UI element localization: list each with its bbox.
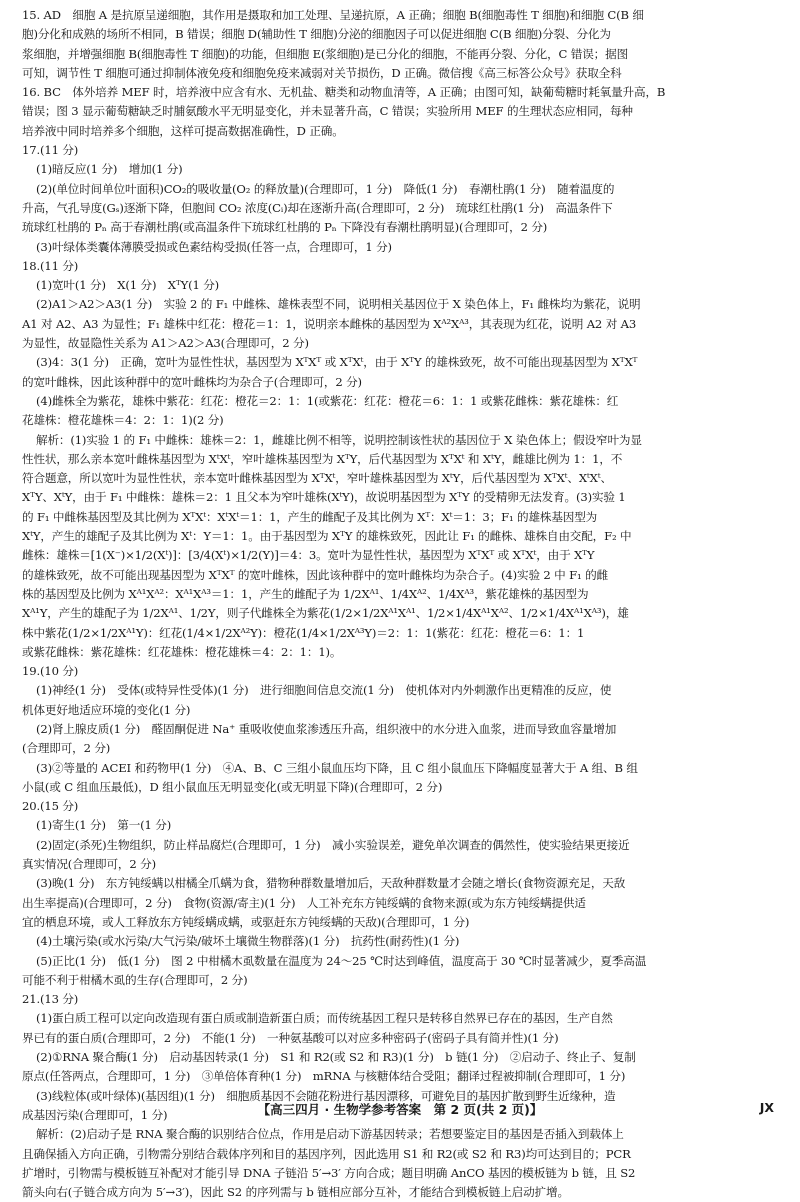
text-line-q18-5: (3)4：3(1 分) 正确，宽叶为显性性状，基因型为 XᵀXᵀ 或 XᵀXᵗ，由于 XᵀY 的雄株致死，故不可能出现基因型为 XᵀXᵀ	[36, 355, 638, 370]
text-line-q19-3: (2)肾上腺皮质(1 分) 醛固酮促进 Na⁺ 重吸收使血浆渗透压升高，组织液中的水分进入血浆，进而导致血容量增加	[36, 721, 617, 736]
text-line-q21-2: 界已有的蛋白质(合理即可，2 分) 不能(1 分) 一种氨基酸可以对应多种密码子(密码子具有简并性)(1 分)	[22, 1030, 559, 1045]
text-line-q19-0: 19.(10 分)	[22, 664, 79, 679]
text-line-q17-4: 琉球红杜鹃的 Pₙ 高于春潮杜鹃(或高温条件下琉球红杜鹃的 Pₙ 下降没有春潮杜鹃明显)(合理即可，2 分)	[22, 220, 548, 235]
text-line-q18-18: Xᴬ¹Y，产生的雄配子为 1/2Xᴬ¹、1/2Y，则子代雌株全为紫花(1/2×1/2Xᴬ¹Xᴬ¹、1/2×1/4Xᴬ¹Xᴬ²、1/2×1/4Xᴬ¹Xᴬ³)，雄	[22, 606, 629, 621]
text-line-q18-14: XᵗY，产生的雄配子及其比例为 Xᵗ：Y＝1：1。由于基因型为 XᵀY 的雄株致死，因此让 F₁ 的雌株、雄株自由交配，F₂ 中	[22, 529, 632, 544]
text-line-q19-1: (1)神经(1 分) 受体(或特异性受体)(1 分) 进行细胞间信息交流(1 分) 使机体对内外刺激作出更精准的反应，使	[36, 683, 612, 698]
text-line-q18-4: 为显性，故显隐性关系为 A1＞A2＞A3(合理即可，2 分)	[22, 336, 309, 351]
text-line-q18-12: XᵀY、XᵗY，由于 F₁ 中雌株：雄株＝2：1 且父本为窄叶雄株(XᵗY)，故说明基因型为 XᵀY 的受精卵无法发育。(3)实验 1	[22, 490, 626, 505]
text-line-q17-5: (3)叶绿体类囊体薄膜受损或色素结构受损(任答一点，合理即可，1 分)	[36, 239, 392, 254]
text-line-q17-2: (2)(单位时间单位叶面积)CO₂的吸收量(O₂ 的释放量)(合理即可，1 分) 降低(1 分) 春潮杜鹃(1 分) 随着温度的	[36, 181, 615, 196]
text-line-q21-5: (3)线粒体(或叶绿体)(基因组)(1 分) 细胞质基因不会随花粉进行基因漂移，可避免目的基因扩散到野生近缘种，造	[36, 1088, 616, 1103]
text-line-q21-1: (1)蛋白质工程可以定向改造现有蛋白质或制造新蛋白质；而传统基因工程只是转移自然界已存在的基因，生产自然	[36, 1011, 613, 1026]
text-line-q20-6: 宜的栖息环境，或人工释放东方钝绥螨成螨，或驱赶东方钝绥螨的天敌)(合理即可，1 分)	[22, 914, 470, 929]
text-line-q19-6: 小鼠(或 C 组血压最低)，D 组小鼠血压无明显变化(或无明显下降)(合理即可，2 分)	[22, 779, 443, 794]
text-line-q19-4: (合理即可，2 分)	[22, 741, 111, 756]
text-line-q16-1: 16. BC 体外培养 MEF 时，培养液中应含有水、无机盐、糖类和动物血清等，A 正确；由图可知，缺葡萄糖时耗氧量升高，B	[22, 85, 666, 100]
text-line-q15-2: 胞)分化和成熟的场所不相同，B 错误；细胞 D(辅助性 T 细胞)分泌的细胞因子可以促进细胞 C(B 细胞)分裂、分化为	[22, 27, 611, 42]
page-footer: 【高三四月 · 生物学参考答案 第 2 页(共 2 页)】	[257, 1102, 543, 1117]
text-line-q19-2: 机体更好地适应环境的变化(1 分)	[22, 702, 191, 717]
text-line-q18-10: 性性状，那么亲本宽叶雌株基因型为 XᵗXᵗ，窄叶雄株基因型为 XᵀY，后代基因型为 XᵀXᵗ 和 XᵗY，雌雄比例为 1：1，不	[22, 451, 623, 466]
text-line-q20-2: (2)固定(杀死)生物组织，防止样品腐烂(合理即可，1 分) 减小实验误差，避免单次调查的偶然性，使实验结果更接近	[36, 837, 630, 852]
text-line-q21-0: 21.(13 分)	[22, 992, 79, 1007]
text-line-q18-15: 雌株：雄株＝[1(X⁻)×1/2(Xᵗ)]：[3/4(Xᵗ)×1/2(Y)]＝4：3。宽叶为显性性状，基因型为 XᵀXᵀ 或 XᵀXᵗ，由于 XᵀY	[22, 548, 595, 563]
text-line-q18-11: 符合题意，所以宽叶为显性性状，亲本宽叶雌株基因型为 XᵀXᵗ，窄叶雄株基因型为 XᵗY，后代基因型为 XᵀXᵗ、XᵗXᵗ、	[22, 471, 612, 486]
text-line-q16-3: 培养液中同时培养多个细胞，这样可提高数据准确性，D 正确。	[22, 123, 344, 138]
text-line-q20-3: 真实情况(合理即可，2 分)	[22, 857, 156, 872]
text-line-q17-3: 升高，气孔导度(Gₛ)逐渐下降，但胞间 CO₂ 浓度(Cᵢ)却在逐渐升高(合理即可，2 分) 琉球红杜鹃(1 分) 高温条件下	[22, 200, 613, 215]
text-line-q20-1: (1)寄生(1 分) 第一(1 分)	[36, 818, 172, 833]
text-line-q21-7: 解析：(2)启动子是 RNA 聚合酶的识别结合位点，作用是启动下游基因转录；若想要鉴定目的基因是否插入到载体上	[36, 1127, 624, 1142]
text-line-q18-3: A1 对 A2、A3 为显性；F₁ 雄株中红花：橙花＝1：1，说明亲本雌株的基因型为 Xᴬ²Xᴬ³，其表现为红花，说明 A2 对 A3	[22, 316, 637, 331]
text-line-q18-6: 的宽叶雌株，因此该种群中的宽叶雌株均为杂合子(合理即可，2 分)	[22, 374, 362, 389]
text-line-q21-8: 且确保插入方向正确，引物需分别结合载体序列和目的基因序列，因此选用 S1 和 R2(或 S2 和 R3)均可达到目的；PCR	[22, 1146, 631, 1161]
text-line-q18-19: 株中紫花(1/2×1/2Xᴬ¹Y)：红花(1/4×1/2Xᴬ²Y)：橙花(1/4×1/2Xᴬ³Y)＝2：1：1(紫花：红花：橙花＝6：1：1	[22, 625, 585, 640]
paper-code: JX	[759, 1100, 774, 1115]
text-line-q15-3: 浆细胞，并增强细胞 B(细胞毒性 T 细胞)的功能，但细胞 E(浆细胞)是已分化的细胞，不能再分裂、分化，C 错误；据图	[22, 46, 629, 61]
text-line-q21-6: 成基因污染(合理即可，1 分)	[22, 1107, 168, 1122]
text-line-q21-10: 箭头向右(子链合成方向为 5′→3′)，因此 S2 的序列需与 b 链相应部分互补，才能结合到模板链上启动扩增。	[22, 1185, 569, 1200]
text-line-q20-4: (3)晚(1 分) 东方钝绥螨以柑橘全爪螨为食，猎物种群数量增加后，天敌种群数量才会随之增长(食物资源充足，天敌	[36, 876, 626, 891]
text-line-q20-7: (4)土壤污染(或水污染/大气污染/破坏土壤微生物群落)(1 分) 抗药性(耐药性)(1 分)	[36, 934, 460, 949]
text-line-q18-7: (4)雌株全为紫花，雄株中紫花：红花：橙花＝2：1：1(或紫花：红花：橙花＝6：1：1 或紫花雌株：紫花雄株：红	[36, 393, 619, 408]
text-line-q21-3: (2)①RNA 聚合酶(1 分) 启动基因转录(1 分) S1 和 R2(或 S2 和 R3)(1 分) b 链(1 分) ②启动子、终止子、复制	[36, 1050, 636, 1065]
text-line-q15-4: 可知，调节性 T 细胞可通过抑制体液免疫和细胞免疫来减弱对关节损伤，D 正确。微信搜《高三标答公众号》获取全科	[22, 65, 622, 80]
text-line-q18-17: 株的基因型及比例为 Xᴬ¹Xᴬ²：Xᴬ¹Xᴬ³＝1：1，产生的雌配子为 1/2Xᴬ¹、1/4Xᴬ²、1/4Xᴬ³，紫花雄株的基因型为	[22, 586, 589, 601]
text-line-q18-20: 或紫花雌株：紫花雄株：红花雄株：橙花雄株＝4：2：1：1)。	[22, 644, 342, 659]
text-line-q21-9: 扩增时，引物需与模板链互补配对才能引导 DNA 子链沿 5′→3′ 方向合成；题目明确 AnCO 基因的模板链为 b 链，且 S2	[22, 1165, 636, 1180]
text-line-q18-16: 的雄株致死，故不可能出现基因型为 XᵀXᵀ 的宽叶雌株，因此该种群中的宽叶雌株均为杂合子。(4)实验 2 中 F₁ 的雌	[22, 567, 608, 582]
text-line-q20-8: (5)正比(1 分) 低(1 分) 图 2 中柑橘木虱数量在温度为 24～25 ℃时达到峰值，温度高于 30 ℃时显著减少，夏季高温	[36, 953, 647, 968]
text-line-q18-0: 18.(11 分)	[22, 258, 79, 273]
text-line-q18-1: (1)宽叶(1 分) X(1 分) XᵀY(1 分)	[36, 278, 220, 293]
text-line-q20-9: 可能不利于柑橘木虱的生存(合理即可，2 分)	[22, 972, 248, 987]
text-line-q20-5: 出生率提高)(合理即可，2 分) 食物(资源/寄主)(1 分) 人工补充东方钝绥螨的食物来源(或为东方钝绥螨提供适	[22, 895, 586, 910]
text-line-q16-2: 错误；图 3 显示葡萄糖缺乏时脯氨酸水平无明显变化，并未显著升高，C 错误；实验所用 MEF 的生理状态应相同，每种	[22, 104, 633, 119]
text-line-q19-5: (3)②等量的 ACEI 和药物甲(1 分) ④A、B、C 三组小鼠血压均下降，且 C 组小鼠血压下降幅度显著大于 A 组、B 组	[36, 760, 638, 775]
text-line-q15-1: 15. AD 细胞 A 是抗原呈递细胞，其作用是摄取和加工处理、呈递抗原，A 正确；细胞 B(细胞毒性 T 细胞)和细胞 C(B 细	[22, 8, 644, 22]
text-line-q21-4: 原点(任答两点，合理即可，1 分) ③单倍体育种(1 分) mRNA 与核糖体结合受阻；翻译过程被抑制(合理即可，1 分)	[22, 1069, 626, 1084]
text-line-q18-13: 的 F₁ 中雌株基因型及其比例为 XᵀXᵗ：XᵗXᵗ＝1：1，产生的雌配子及其比例为 Xᵀ：Xᵗ＝1：3；F₁ 的雄株基因型为	[22, 509, 598, 524]
text-line-q17-0: 17.(11 分)	[22, 143, 79, 158]
text-line-q18-8: 花雄株：橙花雄株＝4：2：1：1)(2 分)	[22, 413, 224, 428]
text-line-q18-2: (2)A1＞A2＞A3(1 分) 实验 2 的 F₁ 中雌株、雄株表型不同，说明相关基因位于 X 染色体上，F₁ 雌株均为紫花，说明	[36, 297, 641, 312]
text-line-q17-1: (1)暗反应(1 分) 增加(1 分)	[36, 162, 183, 177]
text-line-q18-9: 解析：(1)实验 1 的 F₁ 中雌株：雄株＝2：1，雌雄比例不相等，说明控制该性状的基因位于 X 染色体上；假设窄叶为显	[36, 432, 642, 447]
text-line-q20-0: 20.(15 分)	[22, 799, 79, 814]
